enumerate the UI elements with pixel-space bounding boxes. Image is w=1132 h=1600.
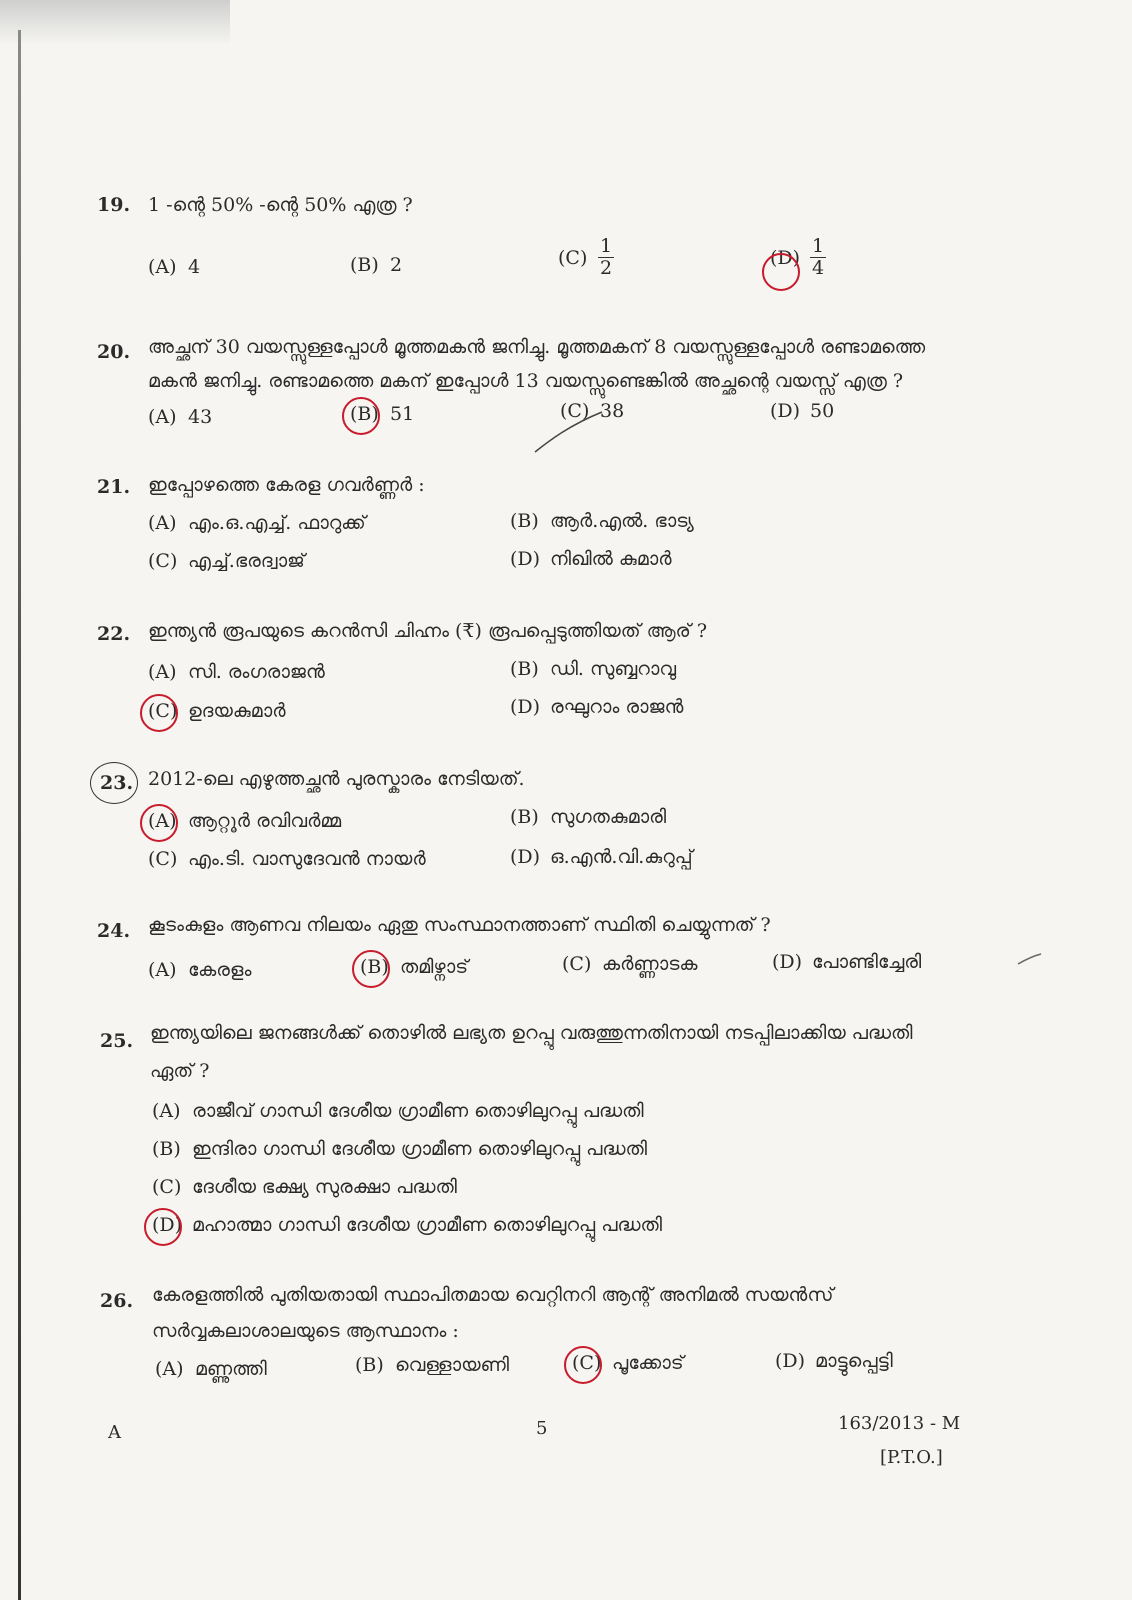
option-d: (D) 50 — [770, 400, 835, 422]
option-d: (D) രഘുറാം രാജൻ — [510, 696, 684, 718]
option-a: (A) 4 — [148, 256, 201, 278]
option-a: (A) ആറ്റൂർ രവിവർമ്മ — [148, 810, 341, 832]
question-stem: ഇന്ത്യൻ രൂപയുടെ കറൻസി ചിഹ്നം (₹) രൂപപ്പെടുത്തിയത് ആര് ? — [148, 620, 708, 642]
question-stem-line-1: ഇന്ത്യയിലെ ജനങ്ങൾക്ക് തൊഴിൽ ലഭ്യത ഉറപ്പു വരുത്തുന്നതിനായി നടപ്പിലാക്കിയ പദ്ധതി — [150, 1022, 913, 1044]
question-stem-line-2: മകൻ ജനിച്ചു. രണ്ടാമത്തെ മകന് ഇപ്പോൾ 13 വയസ്സുണ്ടെങ്കിൽ അച്ഛന്റെ വയസ്സ് എത്ര ? — [148, 370, 904, 392]
option-d: (D) നിഖിൽ കുമാർ — [510, 548, 672, 570]
scan-shadow — [0, 0, 230, 45]
option-a: (A) എം.ഒ.എച്ച്. ഫാറുക്ക് — [148, 512, 366, 534]
option-c: (C) ഉദയകുമാർ — [148, 700, 286, 722]
option-b: (B) തമിഴ്നാട് — [360, 956, 468, 978]
option-c: (C) കർണ്ണാടക — [562, 953, 698, 975]
pen-stroke-icon — [530, 400, 610, 460]
series-code: A — [108, 1422, 121, 1443]
please-turn-over: [P.T.O.] — [880, 1447, 943, 1468]
answer-mark-circle — [144, 1208, 182, 1246]
question-number: 26. — [100, 1290, 134, 1312]
option-d: (D) $\frac{1}{4}$ — [770, 236, 826, 279]
option-d: (D) ഒ.എൻ.വി.കുറുപ്പ് — [510, 846, 693, 868]
option-d: (D) മാട്ടുപ്പെട്ടി — [775, 1350, 893, 1372]
answer-mark-circle — [564, 1346, 602, 1384]
question-stem-line-2: സർവ്വകലാശാലയുടെ ആസ്ഥാനം : — [152, 1320, 459, 1342]
answer-mark-circle — [140, 694, 178, 732]
option-b: (B) 51 — [350, 403, 414, 425]
answer-mark-circle — [762, 253, 800, 291]
question-number: 25. — [100, 1030, 134, 1052]
option-b: (B) ഡി. സുബ്ബറാവു — [510, 658, 677, 680]
option-a: (A) സി. രംഗരാജൻ — [148, 661, 325, 683]
option-b: (B) സുഗതകുമാരി — [510, 806, 667, 828]
answer-mark-circle — [140, 804, 178, 842]
question-stem-line-2: ഏത് ? — [150, 1060, 210, 1082]
page-number: 5 — [536, 1418, 548, 1439]
exam-code: 163/2013 - M — [838, 1413, 961, 1434]
pen-mark-icon — [1015, 950, 1045, 970]
option-d: (D) മഹാത്മാ ഗാന്ധി ദേശീയ ഗ്രാമീണ തൊഴിലുറപ്പു പദ്ധതി — [152, 1214, 662, 1236]
question-circle-mark — [90, 762, 138, 804]
question-number: 21. — [97, 476, 131, 498]
question-stem-line-1: കേരളത്തിൽ പുതിയതായി സ്ഥാപിതമായ വെറ്റിനറി ആന്റ് അനിമൽ സയൻസ് — [152, 1284, 834, 1306]
question-stem-line-1: അച്ഛന് 30 വയസ്സുള്ളപ്പോൾ മൂത്തമകൻ ജനിച്ചു. മൂത്തമകന് 8 വയസ്സുള്ളപ്പോൾ രണ്ടാമത്തെ — [148, 336, 926, 358]
option-b: (B) ഇന്ദിരാ ഗാന്ധി ദേശീയ ഗ്രാമീണ തൊഴിലുറപ്പു പദ്ധതി — [152, 1138, 648, 1160]
option-c: (C) പൂക്കോട് — [572, 1352, 684, 1374]
option-a: (A) കേരളം — [148, 959, 252, 981]
option-c: (C) എം.ടി. വാസുദേവൻ നായർ — [148, 848, 426, 870]
option-b: (B) വെള്ളായണി — [355, 1354, 510, 1376]
option-c: (C) ദേശീയ ഭക്ഷ്യ സുരക്ഷാ പദ്ധതി — [152, 1176, 457, 1198]
option-c: (C) എച്ച്.ഭരദ്വാജ് — [148, 550, 305, 572]
option-b: (B) ആർ.എൽ. ഭാട്യ — [510, 510, 694, 532]
question-stem: 2012-ലെ എഴുത്തച്ഛൻ പുരസ്കാരം നേടിയത്. — [148, 768, 525, 790]
answer-mark-circle — [342, 397, 380, 435]
option-b: (B) 2 — [350, 254, 403, 276]
question-number: 22. — [97, 623, 131, 645]
question-number: 24. — [97, 920, 131, 942]
fraction-one-quarter: $\frac{1}{4}$ — [812, 235, 825, 279]
answer-mark-circle — [352, 950, 390, 988]
scan-edge-line — [18, 30, 21, 1600]
question-stem: ഇപ്പോഴത്തെ കേരള ഗവർണ്ണർ : — [148, 474, 425, 496]
question-number: 23. — [100, 772, 133, 794]
question-number: 19. — [97, 194, 131, 216]
option-d: (D) പോണ്ടിച്ചേരി — [772, 951, 922, 973]
option-c: (C) $\frac{1}{2}$ — [558, 235, 613, 279]
option-a: (A) മണ്ണുത്തി — [155, 1358, 267, 1380]
option-a: (A) 43 — [148, 406, 213, 428]
fraction-one-half: $\frac{1}{2}$ — [600, 235, 613, 279]
option-c: (C) 38 — [560, 400, 625, 422]
option-a: (A) രാജീവ് ഗാന്ധി ദേശീയ ഗ്രാമീണ തൊഴിലുറപ്പു പദ്ധതി — [152, 1100, 644, 1122]
question-stem: 1 -ന്റെ 50% -ന്റെ 50% എത്ര ? — [148, 194, 413, 216]
question-number: 20. — [97, 341, 131, 363]
question-stem: കൂടംകുളം ആണവ നിലയം ഏതു സംസ്ഥാനത്താണ് സ്ഥിതി ചെയ്യുന്നത് ? — [148, 914, 771, 936]
